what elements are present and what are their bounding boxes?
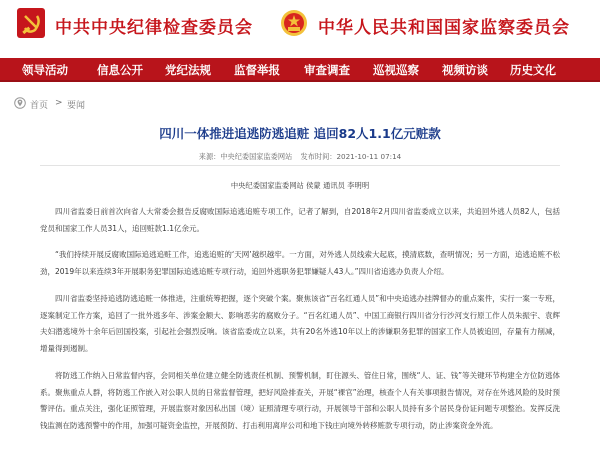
breadcrumb-separator: >	[55, 98, 63, 108]
article-meta	[0, 152, 600, 162]
article-publish-time: 发布时间：2021-10-11 07:14	[300, 152, 402, 161]
article-paragraph: 将防逃工作纳入日常监督内容，会同相关单位建立健全防逃责任机制、预警机制，盯住源头、管住日常，围绕“人、证、钱”等关键环节构建全方位防逃体系。聚焦重点人群，将防逃工作嵌入对公职人员的日常监督管理，把好风险排查关，开展“裸官”治理，核查个人有关事项报告情况，对存在外逃风险的及时预警评估。重点关注，强化证照管理，开展监察对象因私出国（境）证照清理专项行动，开展领导干部和公职人员持有多个居民身份证问题专项整治。发挥反洗钱监测在防逃预警中的作用，加强可疑资金监控，开展预防、打击利用离岸公司和地下钱庄向境外转移赃款专项行动，防止涉案资金外流。	[40, 371, 560, 430]
article-dateline: 中央纪委国家监委网站 侯蒙 通讯员 李明明	[230, 181, 370, 190]
nav-item-inspection[interactable]: 巡视巡察	[373, 63, 419, 77]
title-divider	[40, 165, 560, 166]
breadcrumb-section[interactable]: 要闻	[67, 101, 86, 111]
article-paragraph: “我们持续开展反腐败国际追逃追赃工作，追逃追赃的‘天网’越织越牢。一方面，对外逃人员线索大起底，摸清底数，查明情况；另一方面，追逃追赃不松劲，2019年以来连续3年开展职务犯罪国际追逃追赃专项行动，追回外逃职务犯罪嫌疑人43人。”四川省追逃办负责人介绍。	[40, 250, 560, 276]
article-paragraph: 四川省监委坚持追逃防逃追赃一体推进，注重统筹把握，逐个突破个案。聚焦该省“百名红通人员”和中央追逃办挂牌督办的重点案件，实行一案一专班，逐案制定工作方案，追回了一批外逃多年、涉案金额大、影响恶劣的腐败分子。“百名红通人员”、中国工商银行四川省分行沙河支行原工作人员朱振宇、袁辉夫妇潜逃境外十余年后回国投案，引起社会强烈反响。该省监委成立以来，共有20名外逃10年以上的涉嫌职务犯罪的国家工作人员被追回，存量有力削减，增量得到遏制。	[40, 294, 560, 353]
breadcrumb-home[interactable]: 首页	[30, 101, 49, 111]
national-emblem-icon[interactable]	[280, 8, 308, 38]
nav-item-info-disclosure[interactable]: 信息公开	[97, 63, 143, 77]
nav-item-report[interactable]: 监督举报	[234, 63, 280, 77]
party-emblem-icon[interactable]	[17, 8, 45, 38]
location-pin-icon	[14, 97, 26, 109]
nav-item-leadership[interactable]: 领导活动	[22, 63, 68, 77]
article-source: 来源：中央纪委国家监委网站	[198, 152, 293, 161]
nav-item-video[interactable]: 视频访谈	[442, 63, 488, 77]
cpc-ccdi-name[interactable]: 中共中央纪律检查委员会	[55, 18, 253, 38]
article-title: 四川一体推进追逃防逃追赃 追回82人1.1亿元赃款	[159, 126, 441, 141]
main-nav	[0, 58, 600, 82]
article-paragraph: 四川省监委日前首次向省人大常委会报告反腐败国际追逃追赃专项工作，记者了解到，自2018年2月四川省监委成立以来，共追回外逃人员82人，包括党员和国家工作人员31人，追回赃款1.1亿余元。	[40, 207, 560, 233]
nav-item-investigation[interactable]: 审查调查	[304, 63, 350, 77]
nav-item-history[interactable]: 历史文化	[510, 63, 556, 77]
site-header	[0, 0, 600, 58]
nav-item-regulations[interactable]: 党纪法规	[165, 63, 211, 77]
nsc-name[interactable]: 中华人民共和国国家监察委员会	[318, 18, 570, 38]
